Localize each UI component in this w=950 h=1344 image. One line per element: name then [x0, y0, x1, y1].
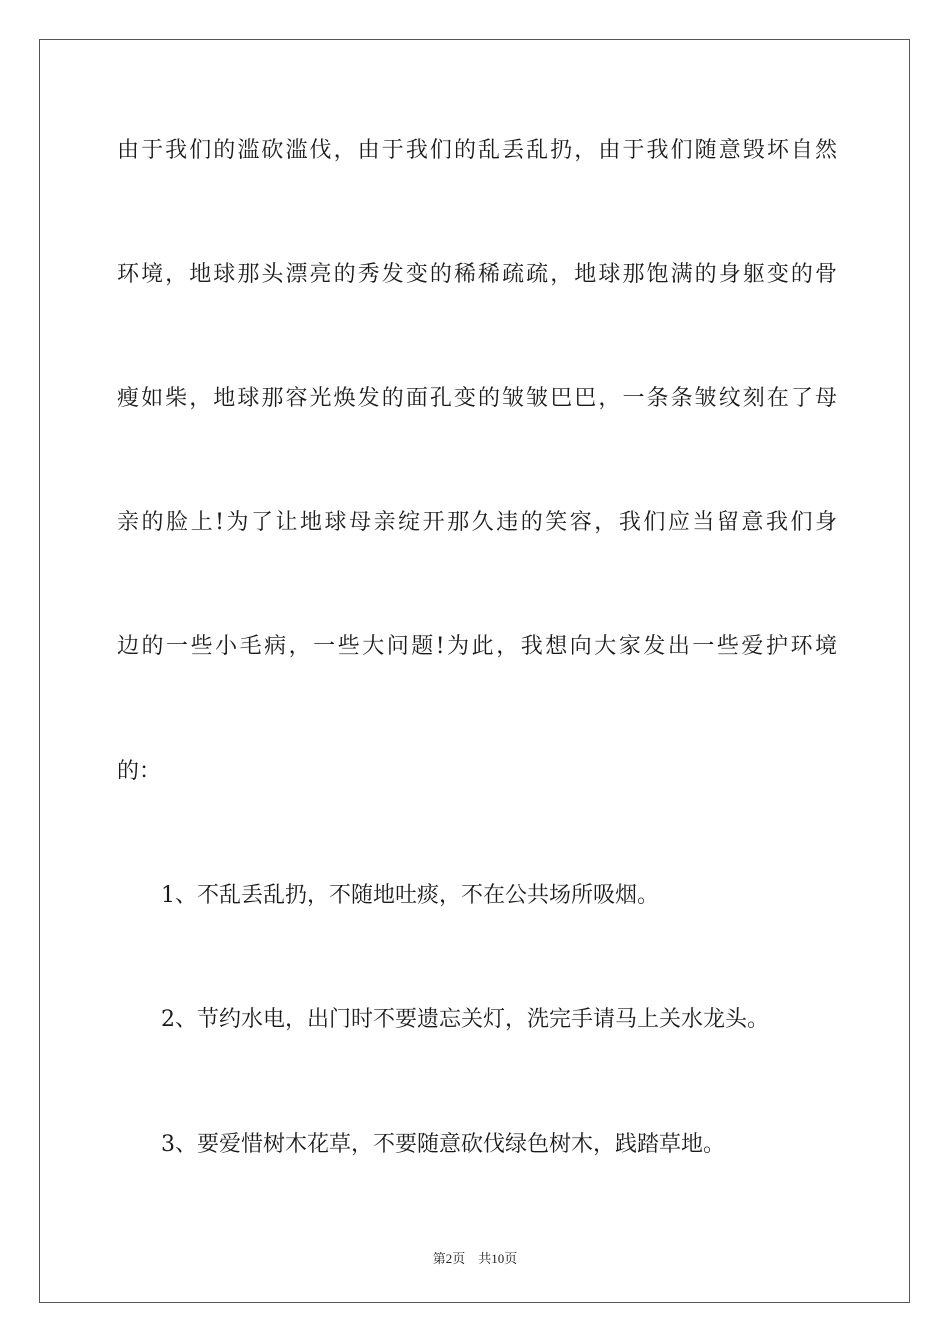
page-total: 共10页: [478, 1251, 518, 1266]
paragraph-line: 由于我们的滥砍滥伐，由于我们的乱丢乱扔，由于我们随意毁坏自然: [117, 138, 837, 163]
page-number: 第2页: [432, 1251, 466, 1266]
paragraph-line: 边的一些小毛病，一些大问题!为此，我想向大家发出一些爱护环境: [117, 634, 837, 659]
page-frame: [39, 39, 910, 1303]
paragraph-line: 的：: [117, 759, 162, 784]
page-footer: [0, 1248, 950, 1267]
paragraph-line: 瘦如柴，地球那容光焕发的面孔变的皱皱巴巴，一条条皱纹刻在了母: [117, 386, 837, 411]
paragraph-line: 亲的脸上!为了让地球母亲绽开那久违的笑容，我们应当留意我们身: [117, 510, 837, 535]
list-item: 2、节约水电，出门时不要遗忘关灯，洗完手请马上关水龙头。: [161, 1007, 769, 1032]
paragraph-line: 环境，地球那头漂亮的秀发变的稀稀疏疏，地球那饱满的身躯变的骨: [117, 262, 837, 287]
list-item: 1、不乱丢乱扔，不随地吐痰，不在公共场所吸烟。: [161, 883, 659, 908]
list-item: 3、要爱惜树木花草，不要随意砍伐绿色树木，践踏草地。: [161, 1132, 725, 1157]
